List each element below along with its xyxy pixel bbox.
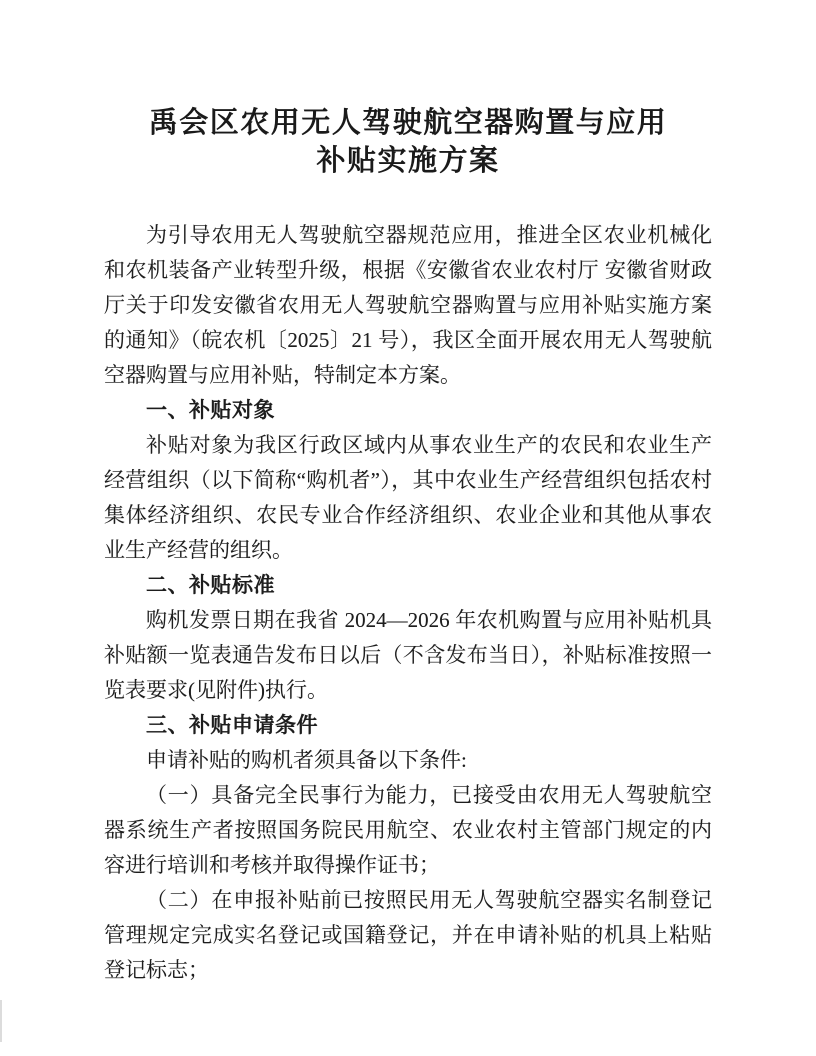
paragraph-conditions-lead: 申请补贴的购机者须具备以下条件: [146,748,467,772]
paragraph-subsidy-targets: 补贴对象为我区行政区域内从事农业生产的农民和农业生产经营组织（以下简称“购机者”），其中农业生产经营组织包括农村集体经济组织、农民专业合作经济组织、农业企业和其他从事农业生产经营的组织。 [104,433,712,562]
paragraph-condition-1: （一）具备完全民事行为能力，已接受由农用无人驾驶航空器系统生产者按照国务院民用航空、农业农村主管部门规定的内容进行培训和考核并取得操作证书； [104,783,712,877]
paragraph-condition-2: （二）在申报补贴前已按照民用无人驾驶航空器实名制登记管理规定完成实名登记或国籍登记，并在申请补贴的机具上粘贴登记标志； [104,888,712,982]
section-heading-application-conditions: 三、补贴申请条件 [146,714,318,737]
title-line-1: 禹会区农用无人驾驶航空器购置与应用 [148,107,668,139]
document-body [104,218,712,988]
title-line-2: 补贴实施方案 [316,145,500,177]
section-heading-subsidy-targets: 一、补贴对象 [146,399,275,422]
paragraph-subsidy-standard: 购机发票日期在我省 2024—2026 年农机购置与应用补贴机具补贴额一览表通告发布日以后（不含发布当日），补贴标准按照一览表要求(见附件)执行。 [104,608,712,702]
document-title [0,104,816,180]
section-heading-subsidy-standard: 二、补贴标准 [146,574,275,597]
scan-artifact-line [0,1000,2,1042]
paragraph-intro: 为引导农用无人驾驶航空器规范应用，推进全区农业机械化和农机装备产业转型升级，根据《安徽省农业农村厅 安徽省财政厅关于印发安徽省农用无人驾驶航空器购置与应用补贴实施方案的通知》（皖农机〔2025〕21 号），我区全面开展农用无人驾驶航空器购置与应用补贴，特制定本方案。 [104,223,712,387]
